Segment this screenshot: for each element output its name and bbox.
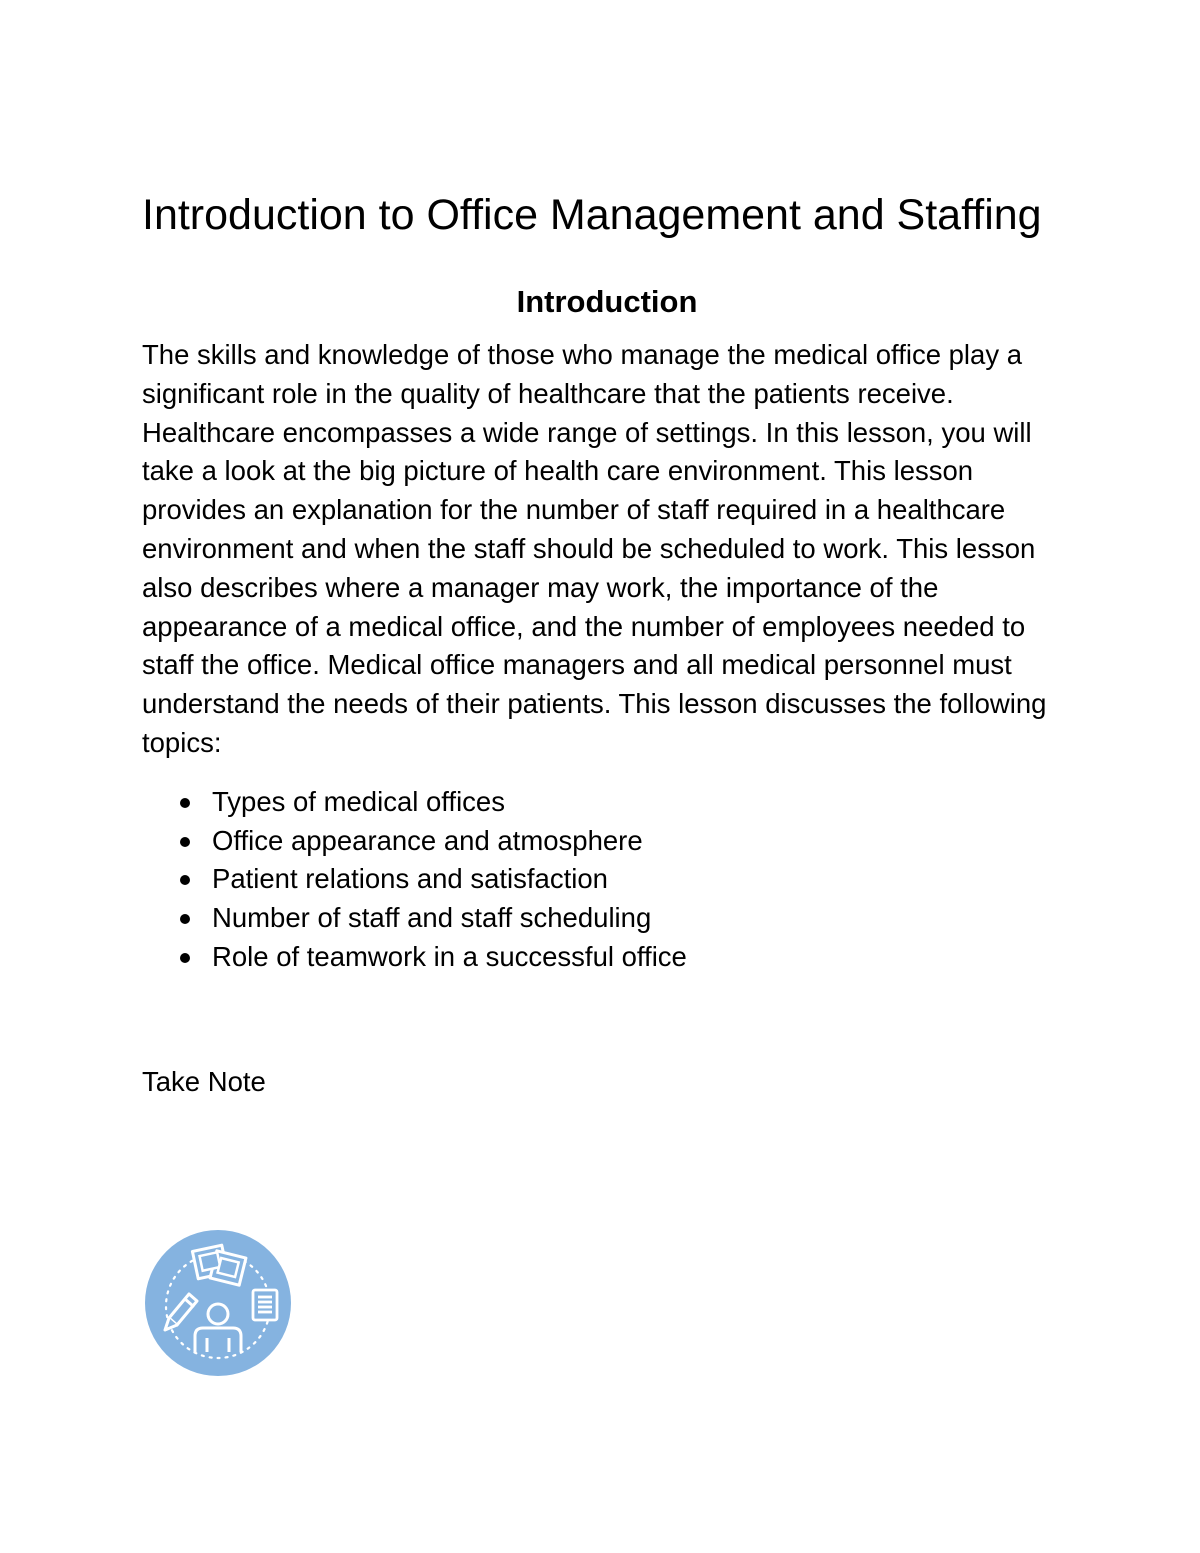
topic-list: [142, 783, 1072, 977]
topic-text: Role of teamwork in a successful office: [212, 940, 687, 972]
list-item: [180, 938, 1072, 977]
topic-text: Number of staff and staff scheduling: [212, 902, 652, 934]
take-note-learner-icon: [145, 1230, 291, 1376]
bullet-icon: [180, 953, 190, 963]
document-title: Introduction to Office Management and Staffing: [142, 191, 1042, 239]
introduction-paragraph: The skills and knowledge of those who manage the medical office play a significant role in the quality of healthcare that the patients receive. Healthcare encompasses a wide range of settings. In this lesson, you will take a look at the big picture of health care environment. This lesson provides an explanation for the number of staff required in a healthcare environment and when the staff should be scheduled to work. This lesson also describes where a manager may work, the importance of the appearance of a medical office, and the number of employees needed to staff the office. Medical office managers and all medical personnel must understand the needs of their patients. This lesson discusses the following topics:: [142, 339, 1047, 758]
document-content: [142, 186, 1072, 1102]
bullet-icon: [180, 875, 190, 885]
bullet-icon: [180, 798, 190, 808]
take-note-label: Take Note: [142, 1065, 266, 1097]
bullet-icon: [180, 914, 190, 924]
topic-text: Office appearance and atmosphere: [212, 824, 643, 856]
list-item: [180, 783, 1072, 822]
list-item: [180, 899, 1072, 938]
list-item: [180, 822, 1072, 861]
topic-text: Types of medical offices: [212, 785, 505, 817]
bullet-icon: [180, 837, 190, 847]
list-item: [180, 860, 1072, 899]
section-heading-introduction: Introduction: [516, 284, 698, 319]
topic-text: Patient relations and satisfaction: [212, 863, 608, 895]
